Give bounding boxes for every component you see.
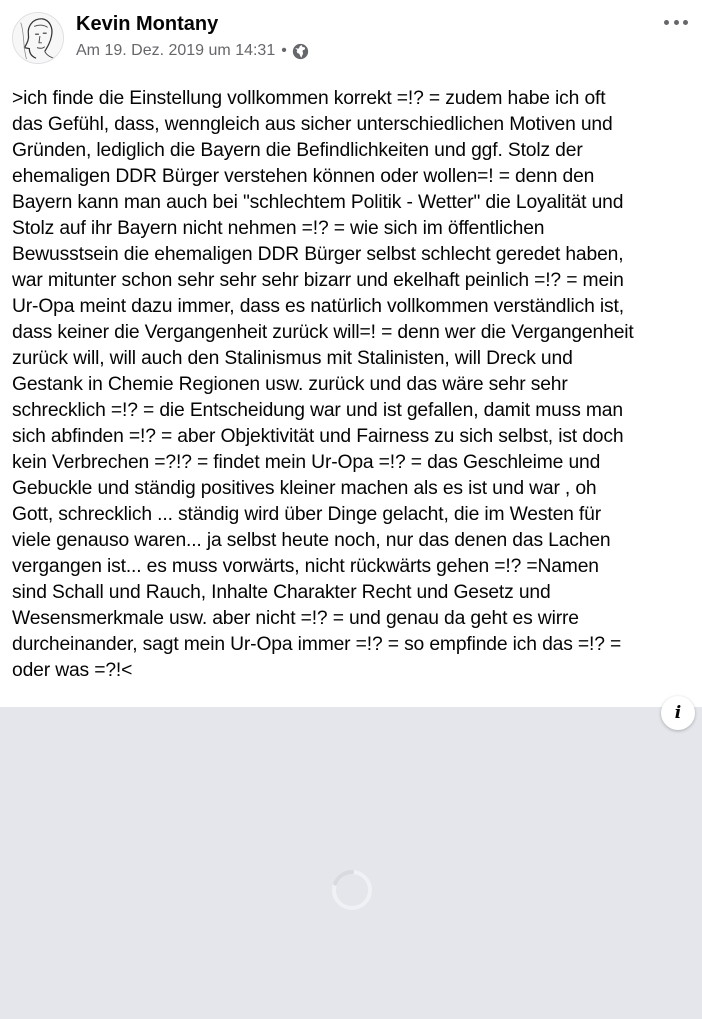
- info-icon: i: [674, 702, 682, 723]
- post-text-line: Bewusstsein die ehemaligen DDR Bürger selbst schlecht geredet haben,: [12, 244, 624, 265]
- post-text-line: war mitunter schon sehr sehr sehr bizarr und ekelhaft peinlich =!? = mein: [12, 270, 624, 291]
- post-media-area[interactable]: [0, 702, 702, 1019]
- post-text-line: Wesensmerkmale usw. aber nicht =!? = und genau da geht es wirre: [12, 608, 579, 629]
- post-text-line: Gott, schrecklich ... ständig wird über Dinge gelacht, die im Westen für: [12, 504, 601, 525]
- dot: [674, 20, 679, 25]
- post-text-line: dass keiner die Vergangenheit zurück will=! = denn wer die Vergangenheit: [12, 322, 634, 343]
- post-text-line: >ich finde die Einstellung vollkommen korrekt =!? = zudem habe ich oft: [12, 88, 606, 109]
- globe-icon[interactable]: [292, 43, 309, 60]
- author-name[interactable]: Kevin Montany: [76, 13, 219, 35]
- post-text-line: sich abfinden =!? = aber Objektivität und Fairness zu sich selbst, ist doch: [12, 426, 624, 447]
- post-text-line: sind Schall und Rauch, Inhalte Charakter Recht und Gesetz und: [12, 582, 551, 603]
- post-text-line: Ur-Opa meint dazu immer, dass es natürlich vollkommen verständlich ist,: [12, 296, 624, 317]
- more-options-icon[interactable]: [664, 14, 688, 30]
- dot: [664, 20, 669, 25]
- post-text-line: viele genauso waren... ja selbst heute noch, nur das denen das Lachen: [12, 530, 611, 551]
- post-timestamp[interactable]: Am 19. Dez. 2019 um 14:31: [76, 42, 276, 59]
- info-button[interactable]: [661, 696, 695, 730]
- post-text-line: oder was =?!<: [12, 660, 133, 681]
- post-text-line: das Gefühl, dass, wenngleich aus sicher unterschiedlichen Motiven und: [12, 114, 613, 135]
- post-body-text: [12, 86, 700, 684]
- post-text-line: Gründen, lediglich die Bayern die Befindlichkeiten und ggf. Stolz der: [12, 140, 583, 161]
- post-text-line: durcheinander, sagt mein Ur-Opa immer =!? = so empfinde ich das =!? =: [12, 634, 622, 655]
- post-text-line: Stolz auf ihr Bayern nicht nehmen =!? = wie sich im öffentlichen: [12, 218, 545, 239]
- post-text-line: vergangen ist... es muss vorwärts, nicht rückwärts gehen =!? =Namen: [12, 556, 599, 577]
- dot: [683, 20, 688, 25]
- meta-separator: •: [281, 42, 287, 59]
- author-avatar[interactable]: [12, 12, 64, 64]
- post-text-line: ehemaligen DDR Bürger verstehen können oder wollen=! = denn den: [12, 166, 595, 187]
- post-text-line: Bayern kann man auch bei "schlechtem Politik - Wetter" die Loyalität und: [12, 192, 624, 213]
- post-text-line: Gebuckle und ständig positives kleiner machen als es ist und war , oh: [12, 478, 597, 499]
- loading-spinner-icon: [331, 869, 373, 911]
- post-meta: [76, 40, 309, 62]
- post-header: [0, 0, 702, 78]
- post-text-line: schrecklich =!? = die Entscheidung war und ist gefallen, damit muss man: [12, 400, 623, 421]
- post-text-line: kein Verbrechen =?!? = findet mein Ur-Opa =!? = das Geschleime und: [12, 452, 601, 473]
- post-text-line: Gestank in Chemie Regionen usw. zurück und das wäre sehr sehr: [12, 374, 568, 395]
- post-text-line: zurück will, will auch den Stalinismus mit Stalinisten, will Dreck und: [12, 348, 573, 369]
- avatar-sketch-icon: [13, 13, 63, 63]
